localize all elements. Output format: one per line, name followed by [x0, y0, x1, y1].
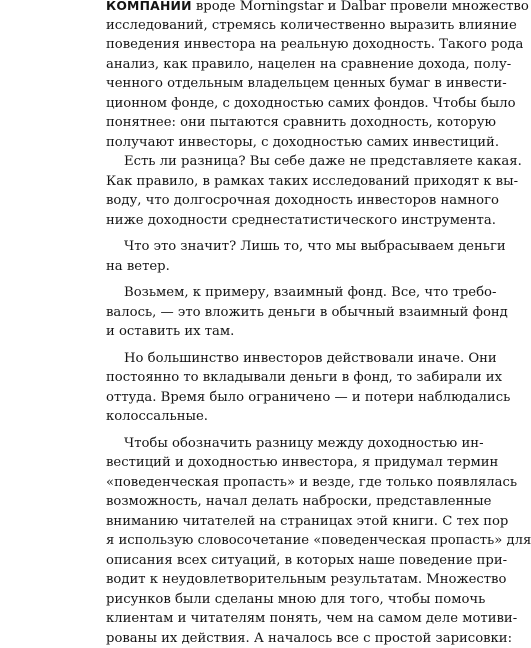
text-line: оттуда. Время было ограничено — и потери наблюдались: [106, 388, 402, 408]
text-line: на ветер.: [106, 257, 402, 277]
text-line: ниже доходности среднестатистического инструмента.: [106, 211, 402, 231]
text-line: рисунков были сделаны мною для того, чтобы помочь: [106, 590, 402, 610]
text-line: Чтобы обозначить разницу между доходностью ин-: [106, 434, 402, 454]
text-line: клиентам и читателям понять, чем на самом деле мотиви-: [106, 609, 402, 629]
text-line: ченного отдельным владельцем ценных бумаг в инвести-: [106, 74, 402, 94]
text-line: получают инвесторы, с доходностью самих инвестиций.: [106, 133, 402, 153]
text-line: «поведенческая пропасть» и везде, где только появлялась: [106, 473, 402, 493]
paragraph-gap: [106, 276, 402, 283]
body-text: [106, 0, 402, 648]
text-line: Как правило, в рамках таких исследований приходят к вы-: [106, 172, 402, 192]
text-line: Что это значит? Лишь то, что мы выбрасываем деньги: [106, 237, 402, 257]
text-line: рованы их действия. А началось все с простой зарисовки:: [106, 629, 402, 648]
text-line: понятнее: они пытаются сравнить доходность, которую: [106, 113, 402, 133]
paragraph: [106, 434, 402, 648]
text-line: я использую словосочетание «поведенческая пропасть» для: [106, 531, 402, 551]
text-line: описания всех ситуаций, в которых наше поведение при-: [106, 551, 402, 571]
lead-word: КОМПАНИИ: [106, 0, 192, 13]
text-line: исследований, стремясь количественно выразить влияние: [106, 16, 402, 36]
paragraph: [106, 237, 402, 276]
paragraph: [106, 152, 402, 230]
text-line: вестиций и доходностью инвестора, я придумал термин: [106, 453, 402, 473]
text-line: Есть ли разница? Вы себе даже не представляете какая.: [106, 152, 402, 172]
paragraph-gap: [106, 342, 402, 349]
paragraph-gap: [106, 427, 402, 434]
paragraph: [106, 283, 402, 342]
text-line: валось, — это вложить деньги в обычный взаимный фонд: [106, 303, 402, 323]
text-line: воду, что долгосрочная доходность инвесторов намного: [106, 191, 402, 211]
text-line: возможность, начал делать наброски, представленные: [106, 492, 402, 512]
text-line: ционном фонде, с доходностью самих фондов. Чтобы было: [106, 94, 402, 114]
paragraph: [106, 349, 402, 427]
text-line: Но большинство инвесторов действовали иначе. Они: [106, 349, 402, 369]
text-line: постоянно то вкладывали деньги в фонд, то забирали их: [106, 368, 402, 388]
text-line: и оставить их там.: [106, 322, 402, 342]
text-line: поведения инвестора на реальную доходность. Такого рода: [106, 35, 402, 55]
paragraph: [106, 0, 402, 152]
text-line: водит к неудовлетворительным результатам. Множество: [106, 570, 402, 590]
text-line: вниманию читателей на страницах этой книги. С тех пор: [106, 512, 402, 532]
text-line: Возьмем, к примеру, взаимный фонд. Все, что требо-: [106, 283, 402, 303]
text-line: КОМПАНИИ вроде Morningstar и Dalbar провели множество: [106, 0, 402, 16]
text-line: колоссальные.: [106, 407, 402, 427]
text-line: анализ, как правило, нацелен на сравнение дохода, полу-: [106, 55, 402, 75]
paragraph-gap: [106, 230, 402, 237]
